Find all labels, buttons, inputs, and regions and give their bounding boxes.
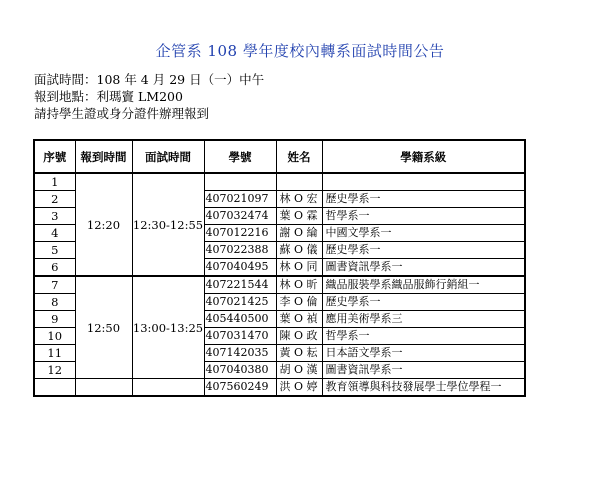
row-seq: 6 xyxy=(34,259,75,277)
row-name: 林 O 宏 xyxy=(276,191,322,208)
row-department: 圖書資訊學系一 xyxy=(322,362,525,379)
header-seq: 序號 xyxy=(34,140,75,173)
header-name: 姓名 xyxy=(276,140,322,173)
row-name: 黃 O 耘 xyxy=(276,345,322,362)
row-seq: 4 xyxy=(34,225,75,242)
row-department: 圖書資訊學系一 xyxy=(322,259,525,277)
row-name: 蘇 O 儀 xyxy=(276,242,322,259)
group-report-time: 12:50 xyxy=(75,276,132,379)
row-name: 洪 O 婷 xyxy=(276,379,322,397)
row-department: 歷史學系一 xyxy=(322,191,525,208)
row-name: 葉 O 霖 xyxy=(276,208,322,225)
group-interview-time: 13:00-13:25 xyxy=(132,276,204,379)
row-seq: 10 xyxy=(34,328,75,345)
header-student-id: 學號 xyxy=(204,140,276,173)
row-student-id: 405440500 xyxy=(204,311,276,328)
row-name: 胡 O 漢 xyxy=(276,362,322,379)
row-name: 陳 O 政 xyxy=(276,328,322,345)
row-department: 織品服裝學系織品服飾行銷組一 xyxy=(322,276,525,294)
row-name: 謝 O 綸 xyxy=(276,225,322,242)
row-name: 李 O 倫 xyxy=(276,294,322,311)
row-name xyxy=(276,173,322,191)
group-interview-time: 12:30-12:55 xyxy=(132,173,204,276)
row-interview-time xyxy=(132,379,204,397)
row-seq: 5 xyxy=(34,242,75,259)
row-student-id: 407021425 xyxy=(204,294,276,311)
row-student-id: 407021097 xyxy=(204,191,276,208)
row-seq: 8 xyxy=(34,294,75,311)
page-title: 企管系 108 學年度校內轉系面試時間公告 xyxy=(155,42,445,60)
location-line: 報到地點：利瑪竇 LM200 xyxy=(34,89,183,104)
row-student-id: 407032474 xyxy=(204,208,276,225)
row-department xyxy=(322,173,525,191)
row-department: 中國文學系一 xyxy=(322,225,525,242)
row-department: 歷史學系一 xyxy=(322,242,525,259)
row-department: 哲學系一 xyxy=(322,208,525,225)
table-row xyxy=(34,173,525,191)
row-department: 哲學系一 xyxy=(322,328,525,345)
row-student-id: 407031470 xyxy=(204,328,276,345)
row-name: 林 O 昕 xyxy=(276,276,322,294)
row-seq: 11 xyxy=(34,345,75,362)
row-student-id: 407560249 xyxy=(204,379,276,397)
row-department: 教育領導與科技發展學士學位學程一 xyxy=(322,379,525,397)
row-name: 葉 O 禎 xyxy=(276,311,322,328)
note-line: 請持學生證或身分證件辦理報到 xyxy=(34,106,210,121)
table-header-row xyxy=(34,140,525,173)
row-seq: 2 xyxy=(34,191,75,208)
row-department: 歷史學系一 xyxy=(322,294,525,311)
interview-time-line: 面試時間：108 年 4 月 29 日（一）中午 xyxy=(34,72,265,87)
row-seq: 12 xyxy=(34,362,75,379)
row-student-id: 407040495 xyxy=(204,259,276,277)
row-report-time xyxy=(75,379,132,397)
row-seq: 7 xyxy=(34,276,75,294)
row-student-id: 407022388 xyxy=(204,242,276,259)
row-seq: 9 xyxy=(34,311,75,328)
row-name: 林 O 同 xyxy=(276,259,322,277)
row-student-id: 407040380 xyxy=(204,362,276,379)
header-department: 學籍系級 xyxy=(322,140,525,173)
table-row xyxy=(34,276,525,294)
announcement-info xyxy=(34,71,264,122)
header-interview-time: 面試時間 xyxy=(132,140,204,173)
row-department: 應用美術學系三 xyxy=(322,311,525,328)
group-report-time: 12:20 xyxy=(75,173,132,276)
row-student-id: 407012216 xyxy=(204,225,276,242)
interview-schedule-table xyxy=(33,139,526,397)
row-student-id xyxy=(204,173,276,191)
row-seq: 1 xyxy=(34,173,75,191)
row-seq xyxy=(34,379,75,397)
table-row xyxy=(34,379,525,397)
row-student-id: 407142035 xyxy=(204,345,276,362)
header-report-time: 報到時間 xyxy=(75,140,132,173)
row-student-id: 407221544 xyxy=(204,276,276,294)
row-department: 日本語文學系一 xyxy=(322,345,525,362)
row-seq: 3 xyxy=(34,208,75,225)
